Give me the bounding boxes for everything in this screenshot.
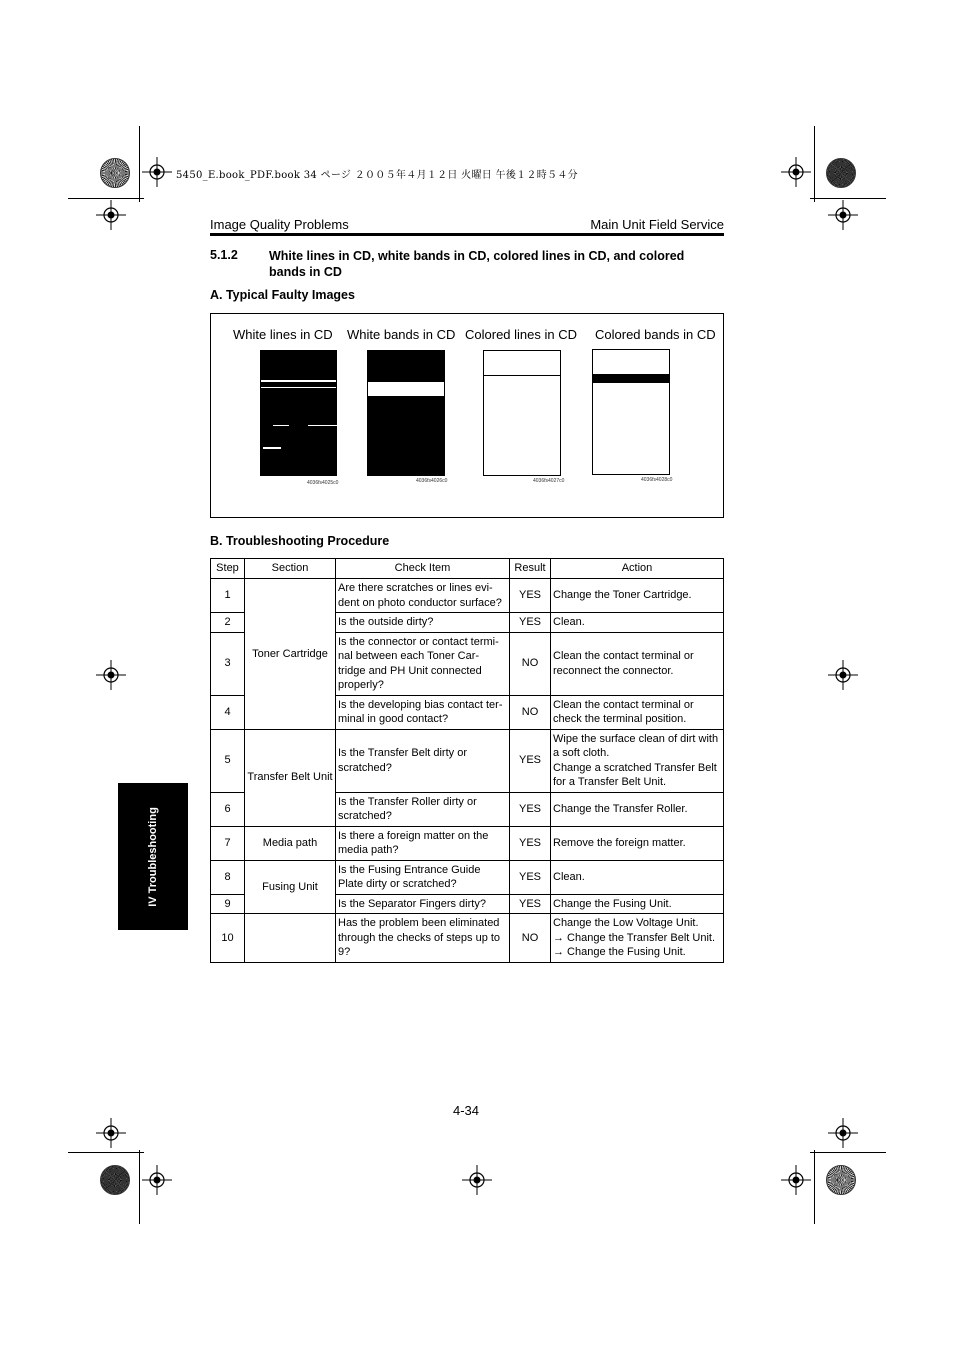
check-item-cell: Is the Separator Fingers dirty? bbox=[336, 894, 510, 914]
result-cell: NO bbox=[510, 914, 551, 963]
column-header: Step bbox=[211, 559, 245, 579]
sample-colored-bands bbox=[592, 349, 670, 475]
registration-mark-icon bbox=[142, 1165, 172, 1195]
figure-label-colored-bands: Colored bands in CD bbox=[595, 327, 716, 342]
table-row bbox=[211, 826, 724, 860]
color-target-icon bbox=[826, 1165, 856, 1195]
figure-code: 4036fs4026c0 bbox=[416, 478, 448, 484]
sample-colored-lines bbox=[483, 350, 561, 476]
step-cell: 7 bbox=[211, 826, 245, 860]
running-header-left: Image Quality Problems bbox=[210, 217, 349, 232]
step-cell: 1 bbox=[211, 579, 245, 613]
check-item-cell: Has the problem been eliminated through the checks of steps up to 9? bbox=[336, 914, 510, 963]
step-cell: 8 bbox=[211, 860, 245, 894]
action-cell: Clean the contact terminal or check the terminal position. bbox=[551, 695, 724, 729]
step-cell: 9 bbox=[211, 894, 245, 914]
section-title: White lines in CD, white bands in CD, colored lines in CD, and colored bands in CD bbox=[269, 249, 685, 279]
column-header: Section bbox=[245, 559, 336, 579]
registration-mark-icon bbox=[828, 200, 858, 230]
column-header: Check Item bbox=[336, 559, 510, 579]
column-header: Action bbox=[551, 559, 724, 579]
figure-code: 4036fs4028c0 bbox=[641, 477, 673, 483]
registration-mark-icon bbox=[142, 157, 172, 187]
result-cell: YES bbox=[510, 826, 551, 860]
action-cell: Change the Toner Cartridge. bbox=[551, 579, 724, 613]
action-cell: Clean. bbox=[551, 613, 724, 633]
check-item-cell: Is there a foreign matter on the media path? bbox=[336, 826, 510, 860]
step-cell: 10 bbox=[211, 914, 245, 963]
action-cell: Change the Fusing Unit. bbox=[551, 894, 724, 914]
registration-mark-icon bbox=[828, 1118, 858, 1148]
check-item-cell: Is the Transfer Roller dirty or scratched? bbox=[336, 792, 510, 826]
figure-label-white-bands: White bands in CD bbox=[347, 327, 456, 342]
section-number: 5.1.2 bbox=[210, 248, 238, 262]
action-cell: Change the Transfer Roller. bbox=[551, 792, 724, 826]
color-target-icon bbox=[100, 1165, 130, 1195]
figure-code: 4036fs4025c0 bbox=[307, 480, 339, 486]
check-item-cell: Is the developing bias contact ter- minal in good contact? bbox=[336, 695, 510, 729]
registration-mark-icon bbox=[96, 1118, 126, 1148]
check-item-cell: Is the outside dirty? bbox=[336, 613, 510, 633]
column-header: Result bbox=[510, 559, 551, 579]
table-row bbox=[211, 914, 724, 963]
sample-white-lines bbox=[260, 350, 337, 476]
result-cell: YES bbox=[510, 729, 551, 792]
table-row bbox=[211, 729, 724, 792]
section-cell: Toner Cartridge bbox=[245, 579, 336, 730]
step-cell: 3 bbox=[211, 632, 245, 695]
result-cell: NO bbox=[510, 695, 551, 729]
subsection-a-heading: A. Typical Faulty Images bbox=[210, 288, 355, 302]
check-item-cell: Are there scratches or lines evi- dent on photo conductor surface? bbox=[336, 579, 510, 613]
action-cell: Remove the foreign matter. bbox=[551, 826, 724, 860]
action-cell: Clean. bbox=[551, 860, 724, 894]
registration-mark-icon bbox=[96, 660, 126, 690]
step-cell: 6 bbox=[211, 792, 245, 826]
action-cell: Clean the contact terminal or reconnect the connector. bbox=[551, 632, 724, 695]
figure-label-white-lines: White lines in CD bbox=[233, 327, 333, 342]
result-cell: NO bbox=[510, 632, 551, 695]
subsection-b-heading: B. Troubleshooting Procedure bbox=[210, 534, 390, 548]
result-cell: YES bbox=[510, 613, 551, 633]
table-row bbox=[211, 579, 724, 613]
check-item-cell: Is the connector or contact termi- nal between each Toner Car- tridge and PH Unit connected properly? bbox=[336, 632, 510, 695]
result-cell: YES bbox=[510, 894, 551, 914]
result-cell: YES bbox=[510, 579, 551, 613]
section-cell: Media path bbox=[245, 826, 336, 860]
color-target-icon bbox=[826, 158, 856, 188]
action-cell: Change the Low Voltage Unit. → Change the Transfer Belt Unit. → Change the Fusing Unit. bbox=[551, 914, 724, 963]
chapter-side-tab bbox=[118, 783, 188, 930]
action-cell: Wipe the surface clean of dirt with a soft cloth. Change a scratched Transfer Belt for a Transfer Belt Unit. bbox=[551, 729, 724, 792]
check-item-cell: Is the Transfer Belt dirty or scratched? bbox=[336, 729, 510, 792]
section-cell-empty bbox=[245, 914, 336, 963]
result-cell: YES bbox=[510, 860, 551, 894]
table-header-row bbox=[211, 559, 724, 579]
header-rule bbox=[210, 233, 724, 236]
table-row bbox=[211, 860, 724, 894]
page-number: 4-34 bbox=[453, 1103, 480, 1118]
section-cell: Transfer Belt Unit bbox=[245, 729, 336, 826]
result-cell: YES bbox=[510, 792, 551, 826]
section-cell: Fusing Unit bbox=[245, 860, 336, 914]
registration-mark-icon bbox=[96, 200, 126, 230]
sample-white-bands bbox=[367, 350, 445, 476]
figure-code: 4036fs4027c0 bbox=[533, 478, 565, 484]
check-item-cell: Is the Fusing Entrance Guide Plate dirty or scratched? bbox=[336, 860, 510, 894]
registration-mark-icon bbox=[462, 1165, 492, 1195]
registration-mark-icon bbox=[828, 660, 858, 690]
print-slug: 5450_E.book_PDF.book 34 ページ ２００５年４月１２日 火曜日 午後１２時５４分 bbox=[176, 170, 578, 181]
step-cell: 4 bbox=[211, 695, 245, 729]
registration-mark-icon bbox=[781, 157, 811, 187]
chapter-side-tab-label: IV Troubleshooting bbox=[147, 806, 159, 907]
step-cell: 2 bbox=[211, 613, 245, 633]
troubleshooting-table bbox=[210, 558, 724, 963]
figure-label-colored-lines: Colored lines in CD bbox=[465, 327, 577, 342]
running-header-right: Main Unit Field Service bbox=[590, 217, 724, 232]
color-target-icon bbox=[100, 158, 130, 188]
registration-mark-icon bbox=[781, 1165, 811, 1195]
step-cell: 5 bbox=[211, 729, 245, 792]
